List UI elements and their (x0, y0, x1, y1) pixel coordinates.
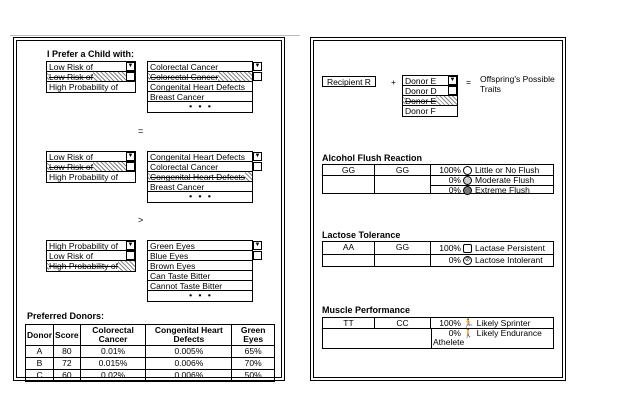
score-cell: 60 (54, 370, 81, 382)
result-row: 100% Little or No Flush (439, 165, 540, 175)
result-row: 0% ⊘ Lactose Intolerant (448, 255, 543, 265)
row-divider (323, 175, 431, 176)
dropdown-arrow-icon[interactable]: ▼ (127, 63, 134, 69)
risk-option[interactable]: High Probability of (49, 82, 118, 92)
eyes-cell: 70% (232, 358, 275, 370)
risk-option[interactable]: High Probability of (47, 261, 135, 271)
genotype-cell: GG (375, 165, 431, 193)
trait-select-1[interactable] (147, 61, 253, 113)
trait-option[interactable]: Cannot Taste Bitter (148, 281, 252, 291)
offspring-traits-panel (313, 40, 563, 378)
no-milk-icon: ⊘ (464, 257, 471, 264)
donor-option[interactable]: Donor E (403, 96, 457, 106)
colorectal-cell: 0.015% (80, 358, 146, 370)
lactose-table (322, 241, 554, 267)
trait-option[interactable]: Can Taste Bitter (148, 271, 252, 281)
checkbox-icon[interactable] (126, 251, 135, 260)
muscle-table (322, 317, 554, 349)
trait-select-2[interactable] (147, 151, 253, 203)
result-row: 0% Extreme Flush (448, 185, 530, 195)
trait-option[interactable]: Colorectal Cancer (148, 62, 252, 72)
genotype-cell: AA (323, 242, 375, 266)
table-row[interactable] (26, 370, 275, 382)
risk-option[interactable]: Low Risk of (47, 251, 135, 261)
risk-select-3[interactable] (46, 240, 136, 272)
trait-option[interactable]: Blue Eyes (148, 251, 252, 261)
equals-operator: = (466, 77, 471, 87)
eyes-cell: 65% (232, 346, 275, 358)
risk-option[interactable]: Low Risk of (47, 152, 135, 162)
donor-option[interactable]: Donor D (403, 86, 457, 96)
trait-option[interactable]: Breast Cancer (148, 182, 252, 192)
preferred-donors-table (25, 324, 275, 382)
section-title-lactose: Lactose Tolerance (322, 230, 401, 240)
greater-than-operator: > (138, 215, 144, 225)
endurance-icon: 🚶 (463, 328, 474, 338)
donor-option[interactable]: Donor E (403, 76, 457, 86)
extreme-flush-icon (463, 186, 472, 195)
table-header-row (26, 325, 275, 346)
risk-option[interactable]: Low Risk of (47, 62, 135, 72)
heart-cell: 0.005% (146, 346, 232, 358)
risk-select-2[interactable] (46, 151, 136, 183)
sprinter-icon: 🏃 (463, 318, 474, 328)
result-row: 100% 🏃 Likely Sprinter (439, 318, 531, 328)
column-divider (431, 328, 432, 349)
risk-option[interactable]: Low Risk of (47, 72, 135, 82)
trait-option[interactable]: Breast Cancer (148, 92, 252, 102)
risk-option[interactable]: Low Risk of (47, 162, 135, 172)
checkbox-icon[interactable] (126, 72, 135, 81)
risk-select-1[interactable] (46, 61, 136, 93)
colorectal-cell: 0.01% (80, 346, 146, 358)
equals-operator: = (138, 126, 144, 136)
section-title-muscle: Muscle Performance (322, 305, 411, 315)
donor-cell: A (26, 346, 54, 358)
section-title-alcohol: Alcohol Flush Reaction (322, 153, 423, 163)
more-options: • • • (189, 291, 213, 300)
preference-panel (16, 40, 282, 378)
preference-title: I Prefer a Child with: (47, 49, 135, 59)
no-flush-icon (463, 166, 472, 175)
column-header: Green Eyes (232, 325, 275, 346)
genotype-cell: GG (375, 242, 431, 266)
plus-operator: + (391, 77, 396, 87)
genotype-cell: TT (323, 318, 375, 328)
column-header: Donor (26, 325, 54, 346)
more-options: • • • (189, 192, 213, 201)
genotype-cell: GG (323, 165, 375, 193)
result-row: 0% Moderate Flush (448, 175, 535, 185)
moderate-flush-icon (463, 176, 472, 185)
checkbox-icon[interactable] (253, 162, 262, 171)
table-row[interactable] (26, 358, 275, 370)
dropdown-arrow-icon[interactable]: ▼ (127, 153, 134, 159)
checkbox-icon[interactable] (253, 72, 262, 81)
top-rule (10, 35, 300, 36)
result-row: 0% 🚶 Likely Endurance Athelete (433, 328, 542, 347)
trait-option[interactable]: Brown Eyes (148, 261, 252, 271)
trait-select-3[interactable] (147, 240, 253, 302)
checkbox-icon[interactable] (126, 162, 135, 171)
trait-option[interactable]: Colorectal Cancer (148, 72, 252, 82)
dropdown-arrow-icon[interactable]: ▼ (254, 153, 261, 159)
milk-glass-icon (463, 244, 472, 253)
column-header: Colorectal Cancer (80, 325, 146, 346)
preferred-donors-title: Preferred Donors: (27, 311, 105, 321)
dropdown-arrow-icon[interactable]: ▼ (449, 77, 456, 83)
column-header: Congenital Heart Defects (146, 325, 232, 346)
table-row[interactable] (26, 346, 275, 358)
offspring-traits-label: Offspring's Possible Traits (480, 74, 555, 94)
heart-cell: 0.006% (146, 358, 232, 370)
trait-option[interactable]: Congenital Heart Defects (148, 172, 252, 182)
eyes-cell: 50% (232, 370, 275, 382)
risk-option[interactable]: High Probability of (47, 241, 135, 251)
score-cell: 80 (54, 346, 81, 358)
checkbox-icon[interactable] (253, 251, 262, 260)
colorectal-cell: 0.02% (80, 370, 146, 382)
score-cell: 72 (54, 358, 81, 370)
trait-option[interactable]: Colorectal Cancer (148, 162, 252, 172)
genotype-cell: CC (375, 318, 431, 328)
dropdown-arrow-icon[interactable]: ▼ (254, 242, 261, 248)
heart-cell: 0.006% (146, 370, 232, 382)
donor-option[interactable]: Donor F (405, 106, 436, 116)
donor-cell: B (26, 358, 54, 370)
donor-cell: C (26, 370, 54, 382)
alcohol-table (322, 164, 554, 194)
trait-option[interactable]: Congenital Heart Defects (148, 82, 252, 92)
trait-option[interactable]: Congenital Heart Defects (148, 152, 252, 162)
result-row: 100% Lactase Persistent (439, 243, 545, 253)
more-options: • • • (189, 102, 213, 111)
recipient-box[interactable]: Recipient R (322, 76, 376, 87)
dropdown-arrow-icon[interactable]: ▼ (254, 63, 261, 69)
risk-option[interactable]: High Probability of (49, 172, 118, 182)
dropdown-arrow-icon[interactable]: ▼ (127, 242, 134, 248)
column-header: Score (54, 325, 81, 346)
trait-option[interactable]: Green Eyes (148, 241, 252, 251)
checkbox-icon[interactable] (448, 86, 457, 95)
